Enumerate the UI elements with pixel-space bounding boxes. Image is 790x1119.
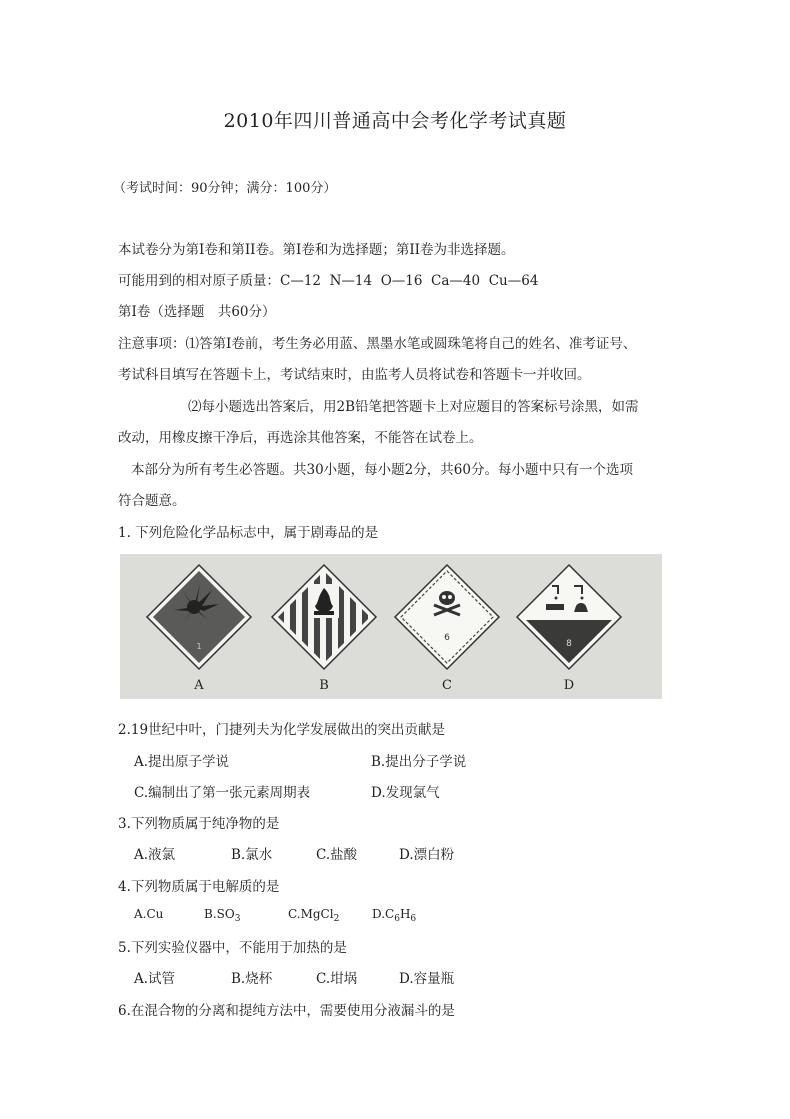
q5-option-c: C.坩埚 [316,971,358,987]
notes-line-1 [118,332,636,352]
q5-stem: 5.下列实验仪器中，不能用于加热的是 [118,940,347,956]
q3-option-a: A.液氯 [134,847,176,863]
q2-stem: 2.19世纪中叶，门捷列夫为化学发展做出的突出贡献是 [118,722,446,738]
atomic-mass-c: C—12 [280,273,322,289]
hazard-signs-figure [120,554,662,699]
q4-option-d: $D.C_6H_6$ [372,907,417,924]
notes-label: 注意事项： [118,336,186,352]
note-2-line-2: 改动，用橡皮擦干净后，再选涂其他答案，不能答在试卷上。 [118,430,483,446]
q4-stem: 4.下列物质属于电解质的是 [118,879,280,895]
sign-label-c: C [442,678,452,693]
note-1-line-2: 考试科目填写在答题卡上，考试结束时，由监考人员将试卷和答题卡一并收回。 [118,367,591,383]
atomic-mass-o: O—16 [380,273,423,289]
part1-header: 第I卷（选择题 共60分） [118,304,276,320]
corrosive-sign-icon [514,562,624,672]
sign-label-b: B [319,678,329,693]
sign-label-d: D [563,678,575,693]
q5-option-b: B.烧杯 [231,971,273,987]
atomic-mass-cu: Cu—64 [488,273,539,289]
q3-option-b: B.氯水 [231,847,273,863]
section-note-line-1: 本部分为所有考生必答题。共30小题，每小题2分，共60分。每小题中只有一个选项 [131,462,633,478]
q6-stem: 6.在混合物的分离和提纯方法中，需要使用分液漏斗的是 [118,1003,455,1019]
atomic-mass-line [118,269,538,289]
q2-option-c: C.编制出了第一张元素周期表 [134,785,311,801]
explosive-sign-icon [144,562,254,672]
q4-option-a: A.Cu [134,907,164,921]
note-1-line-1: ⑴答第I卷前，考生务必用蓝、黑墨水笔或圆珠笔将自己的姓名、准考证号、 [185,336,637,352]
toxic-sign-icon [392,562,502,672]
atomic-mass-ca: Ca—40 [431,273,481,289]
flammable-solid-sign-icon [269,562,379,672]
q5-option-d: D.容量瓶 [399,971,455,987]
q2-option-a: A.提出原子学说 [134,754,230,770]
sign-d-number: 8 [566,639,572,649]
sign-label-a: A [194,678,204,693]
sign-a-number: 1 [196,642,202,651]
q1-stem: 1. 下列危险化学品标志中，属于剧毒品的是 [118,525,379,541]
q4-option-c: C.MgCl$_2$ [288,907,340,924]
q2-option-b: B.提出分子学说 [371,754,467,770]
sign-c-number: 6 [444,633,450,643]
q3-option-c: C.盐酸 [316,847,358,863]
q5-option-a: A.试管 [134,971,176,987]
q3-stem: 3.下列物质属于纯净物的是 [118,816,280,832]
page-title: 2010年四川普通高中会考化学考试真题 [223,110,567,132]
exam-info: （考试时间：90分钟；满分：100分） [113,181,337,196]
atomic-mass-label: 可能用到的相对原子质量： [118,273,280,289]
intro-text: 本试卷分为第I卷和第II卷。第I卷和为选择题；第II卷为非选择题。 [118,242,515,258]
q4-option-b: $B.SO_3$ [204,907,241,924]
atomic-mass-n: N—14 [329,273,373,289]
q2-option-d: D.发现氯气 [371,785,440,801]
q3-option-d: D.漂白粉 [399,847,455,863]
section-note-line-2: 符合题意。 [118,493,186,509]
note-2-line-1: ⑵每小题选出答案后，用2B铅笔把答题卡上对应题目的答案标号涂黑，如需 [188,399,639,415]
